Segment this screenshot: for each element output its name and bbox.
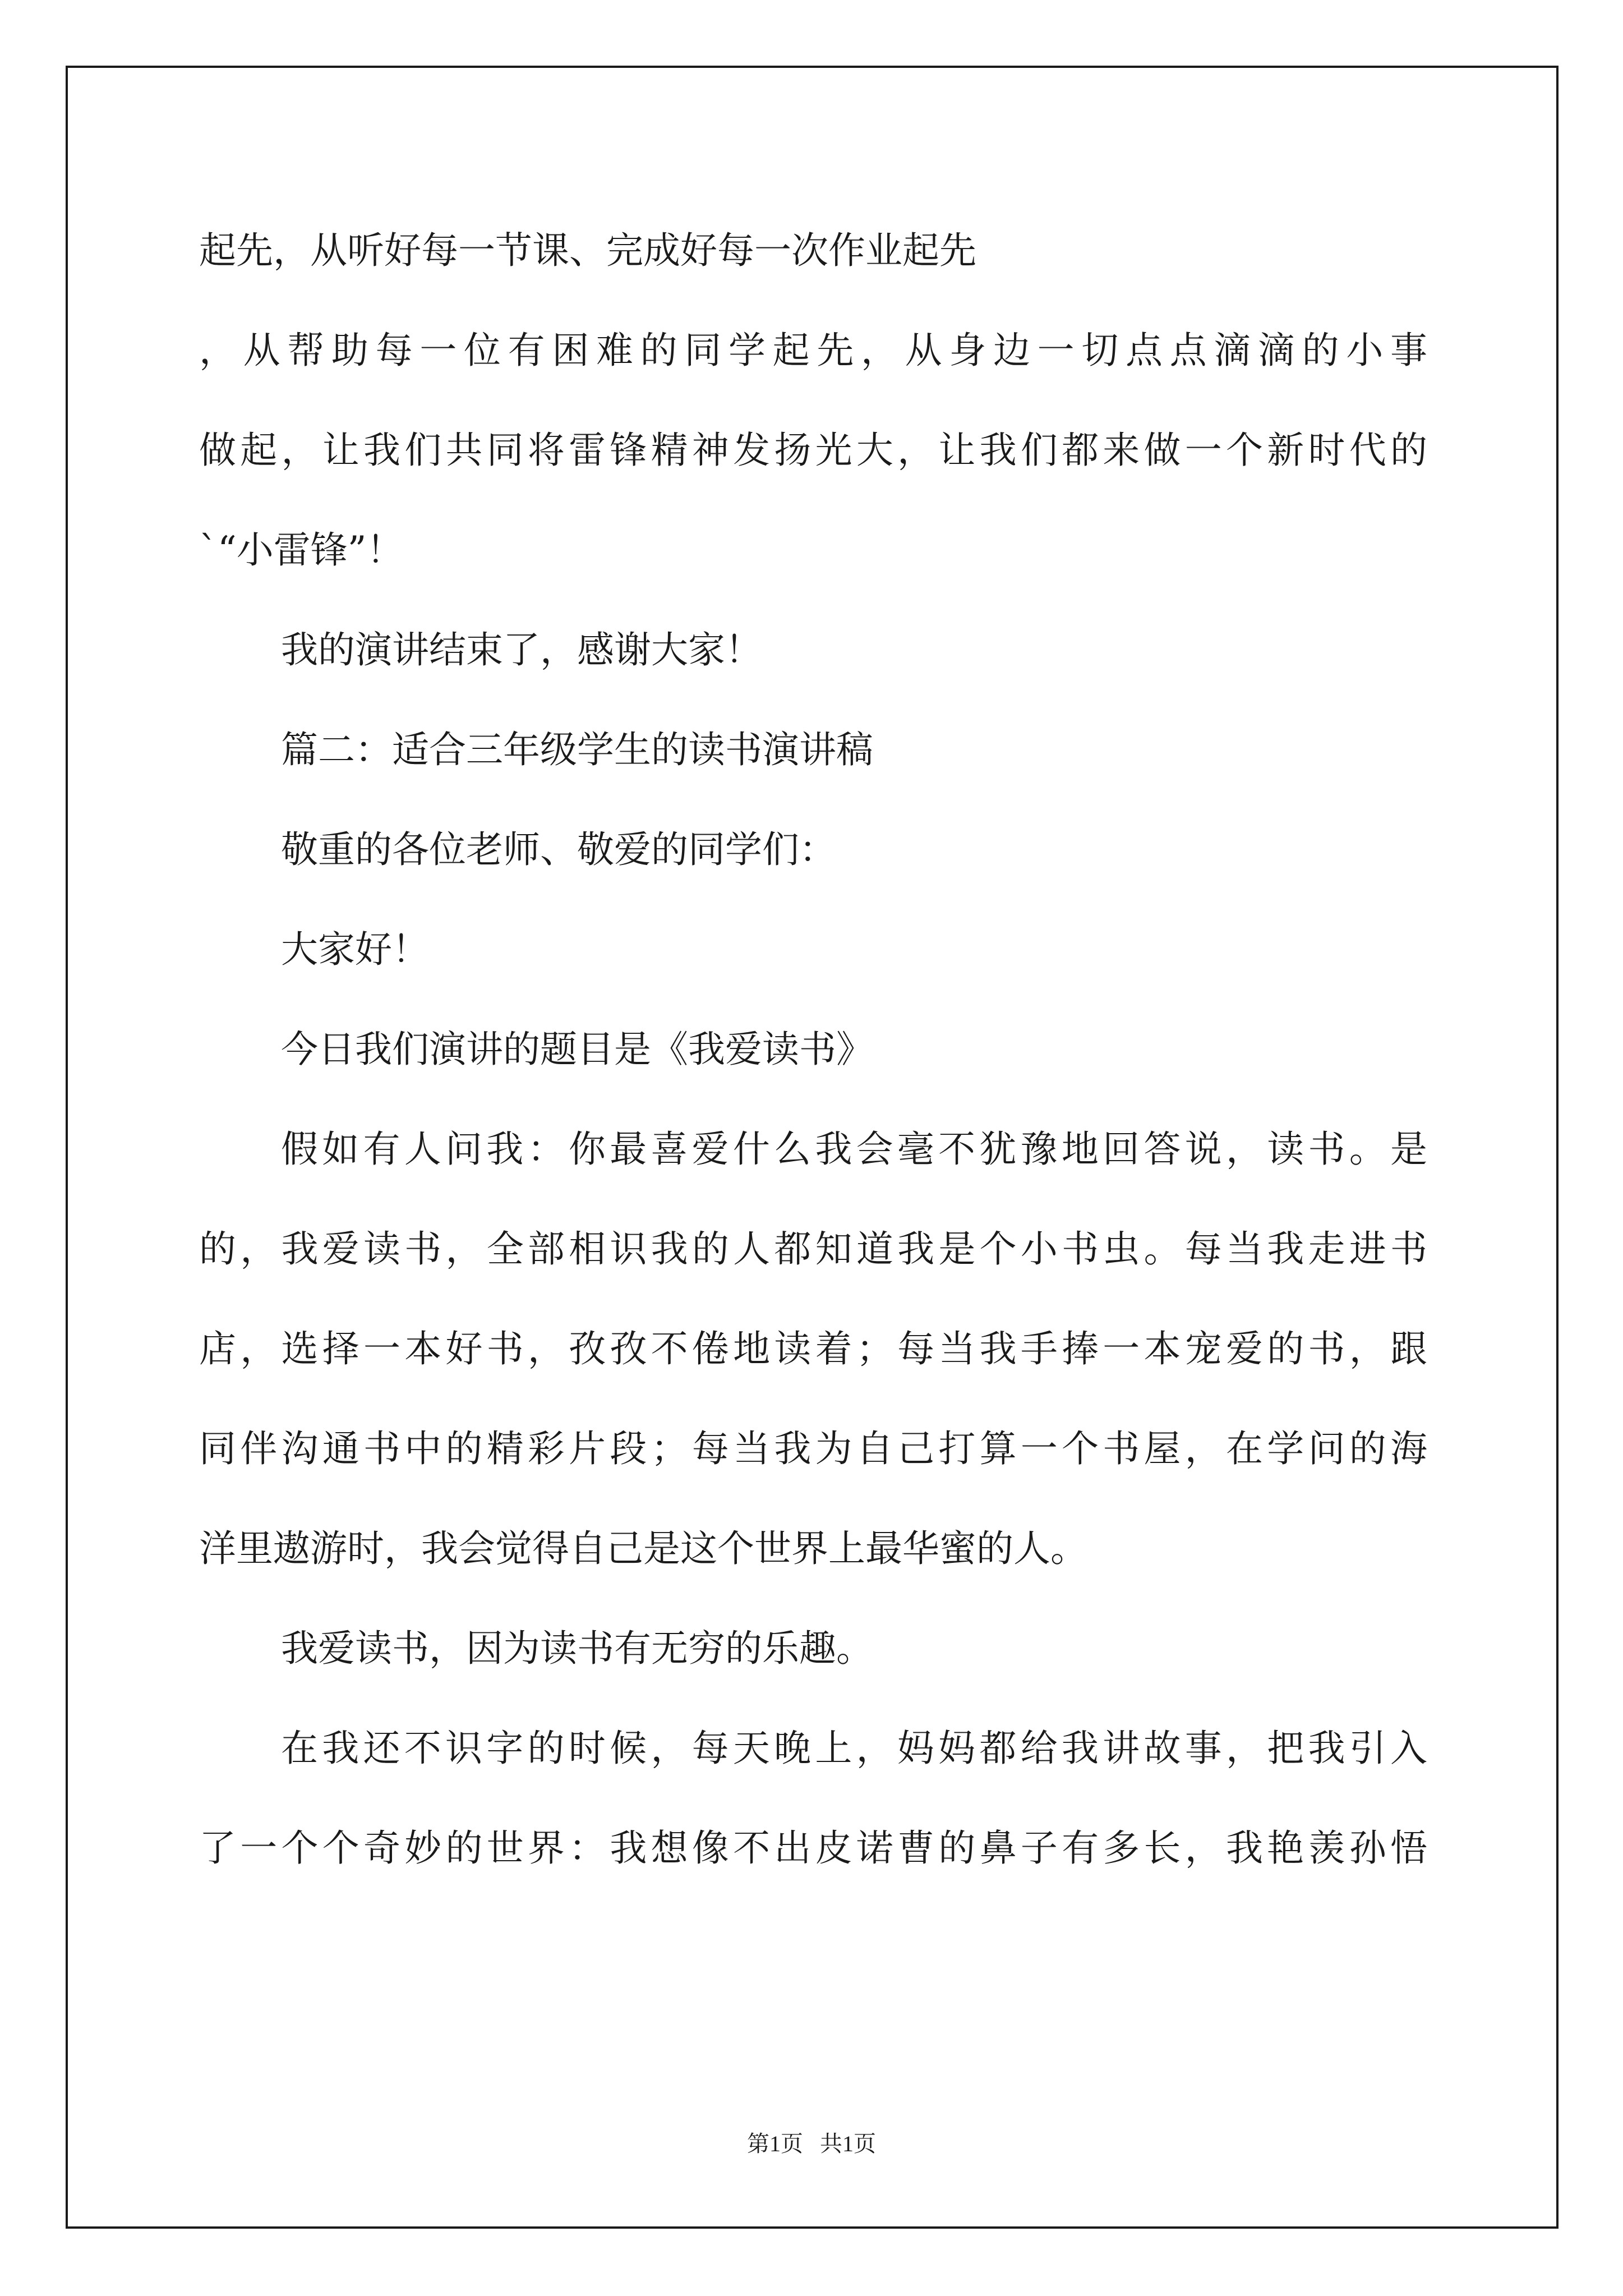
page-number-footer: 第1页 共1页 [747,2131,876,2156]
section-heading: 篇二：适合三年级学生的读书演讲稿 [281,728,873,771]
body-line: 洋里遨游时，我会觉得自己是这个世界上最华蜜的人。 [199,1527,1087,1570]
body-line: ，从帮助每一位有困难的同学起先，从身边一切点点滴滴的小事 [199,329,1427,372]
body-line: `“小雷锋”！ [199,528,404,572]
body-line: 敬重的各位老师、敬爱的同学们： [281,828,836,871]
body-line: 店，选择一本好书，孜孜不倦地读着；每当我手捧一本宠爱的书，跟 [199,1327,1427,1370]
body-line: 我的演讲结束了，感谢大家！ [281,628,762,671]
body-line: 大家好！ [281,928,429,971]
body-line: 起先，从听好每一节课、完成好每一次作业起先 [199,229,976,272]
body-line: 的，我爱读书，全部相识我的人都知道我是个小书虫。每当我走进书 [199,1227,1427,1271]
body-line: 了一个个奇妙的世界：我想像不出皮诺曹的鼻子有多长，我艳羡孙悟 [199,1826,1427,1870]
body-line: 在我还不识字的时候，每天晚上，妈妈都给我讲故事，把我引入 [281,1727,1427,1770]
body-line: 今日我们演讲的题目是《我爱读书》 [281,1028,873,1071]
body-line: 做起，让我们共同将雷锋精神发扬光大，让我们都来做一个新时代的 [199,429,1427,472]
body-line: 假如有人问我：你最喜爱什么我会毫不犹豫地回答说，读书。是 [281,1128,1427,1171]
body-line: 同伴沟通书中的精彩片段；每当我为自己打算一个书屋，在学问的海 [199,1427,1427,1470]
body-line: 我爱读书，因为读书有无穷的乐趣。 [281,1627,873,1670]
